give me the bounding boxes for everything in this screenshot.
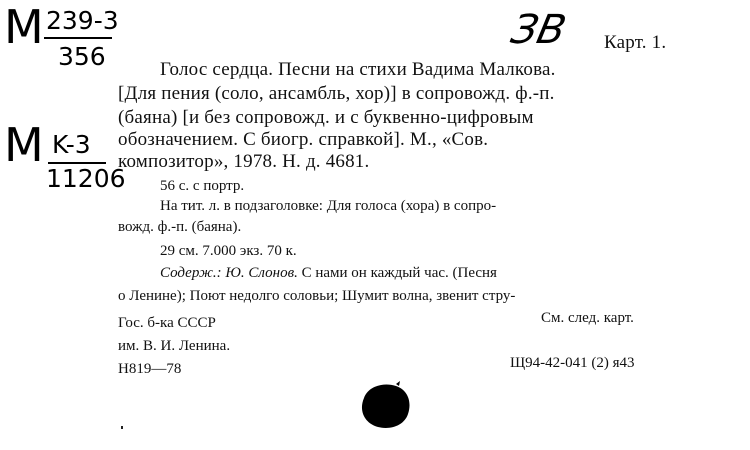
see-next-card: См. след. карт.: [541, 310, 634, 326]
physical-description: 29 см. 7.000 экз. 70 к.: [160, 243, 297, 259]
shelf-letter-bottom: M: [4, 118, 44, 172]
library-name-line-2: им. В. И. Ленина.: [118, 338, 231, 354]
handwritten-initials: ЗВ: [507, 7, 570, 53]
subtitle-note-line-2: вожд. ф.-п. (баяна).: [118, 219, 242, 235]
title-line-1: Голос сердца. Песни на стихи Вадима Малкова.: [160, 59, 556, 80]
library-name-line-1: Гос. б-ка СССР: [118, 315, 216, 331]
contents-author: Ю. Слонов.: [225, 265, 298, 281]
title-line-2: [Для пения (соло, ансамбль, хор)] в сопровожд. ф.-п.: [118, 83, 555, 104]
title-line-5: композитор», 1978. Н. д. 4681.: [118, 151, 370, 172]
shelf-number-top: 239-3: [46, 6, 119, 35]
shelf-number-bottom: K-3: [52, 130, 91, 159]
title-line-3: (баяна) [и без сопровожд. и с буквенно-цифровым: [118, 107, 534, 128]
contents-line-1: [160, 266, 497, 281]
pages-info: 56 с. с портр.: [160, 178, 245, 194]
title-line-4: обозначением. С биогр. справкой]. М., «Сов.: [118, 129, 489, 150]
punch-hole: [356, 380, 414, 432]
subtitle-note-line-1: На тит. л. в подзаголовке: Для голоса (хора) в сопро-: [160, 198, 497, 214]
card-number-label: Карт. 1.: [604, 32, 667, 53]
classification-index: Щ94-42-041 (2) я43: [510, 355, 635, 371]
ink-speck: [121, 426, 123, 429]
shelf-rule-top: [44, 37, 112, 39]
contents-line-2: о Ленине); Поют недолго соловьи; Шумит волна, звенит стру-: [118, 288, 516, 304]
contents-text-1: С нами он каждый час. (Песня: [301, 265, 497, 281]
order-number: Н819—78: [118, 361, 182, 377]
shelf-sub-top: 356: [58, 42, 106, 71]
shelf-letter-top: M: [4, 0, 44, 54]
shelf-sub-bottom: 11206: [46, 164, 126, 193]
contents-label: Содерж.:: [160, 265, 222, 281]
